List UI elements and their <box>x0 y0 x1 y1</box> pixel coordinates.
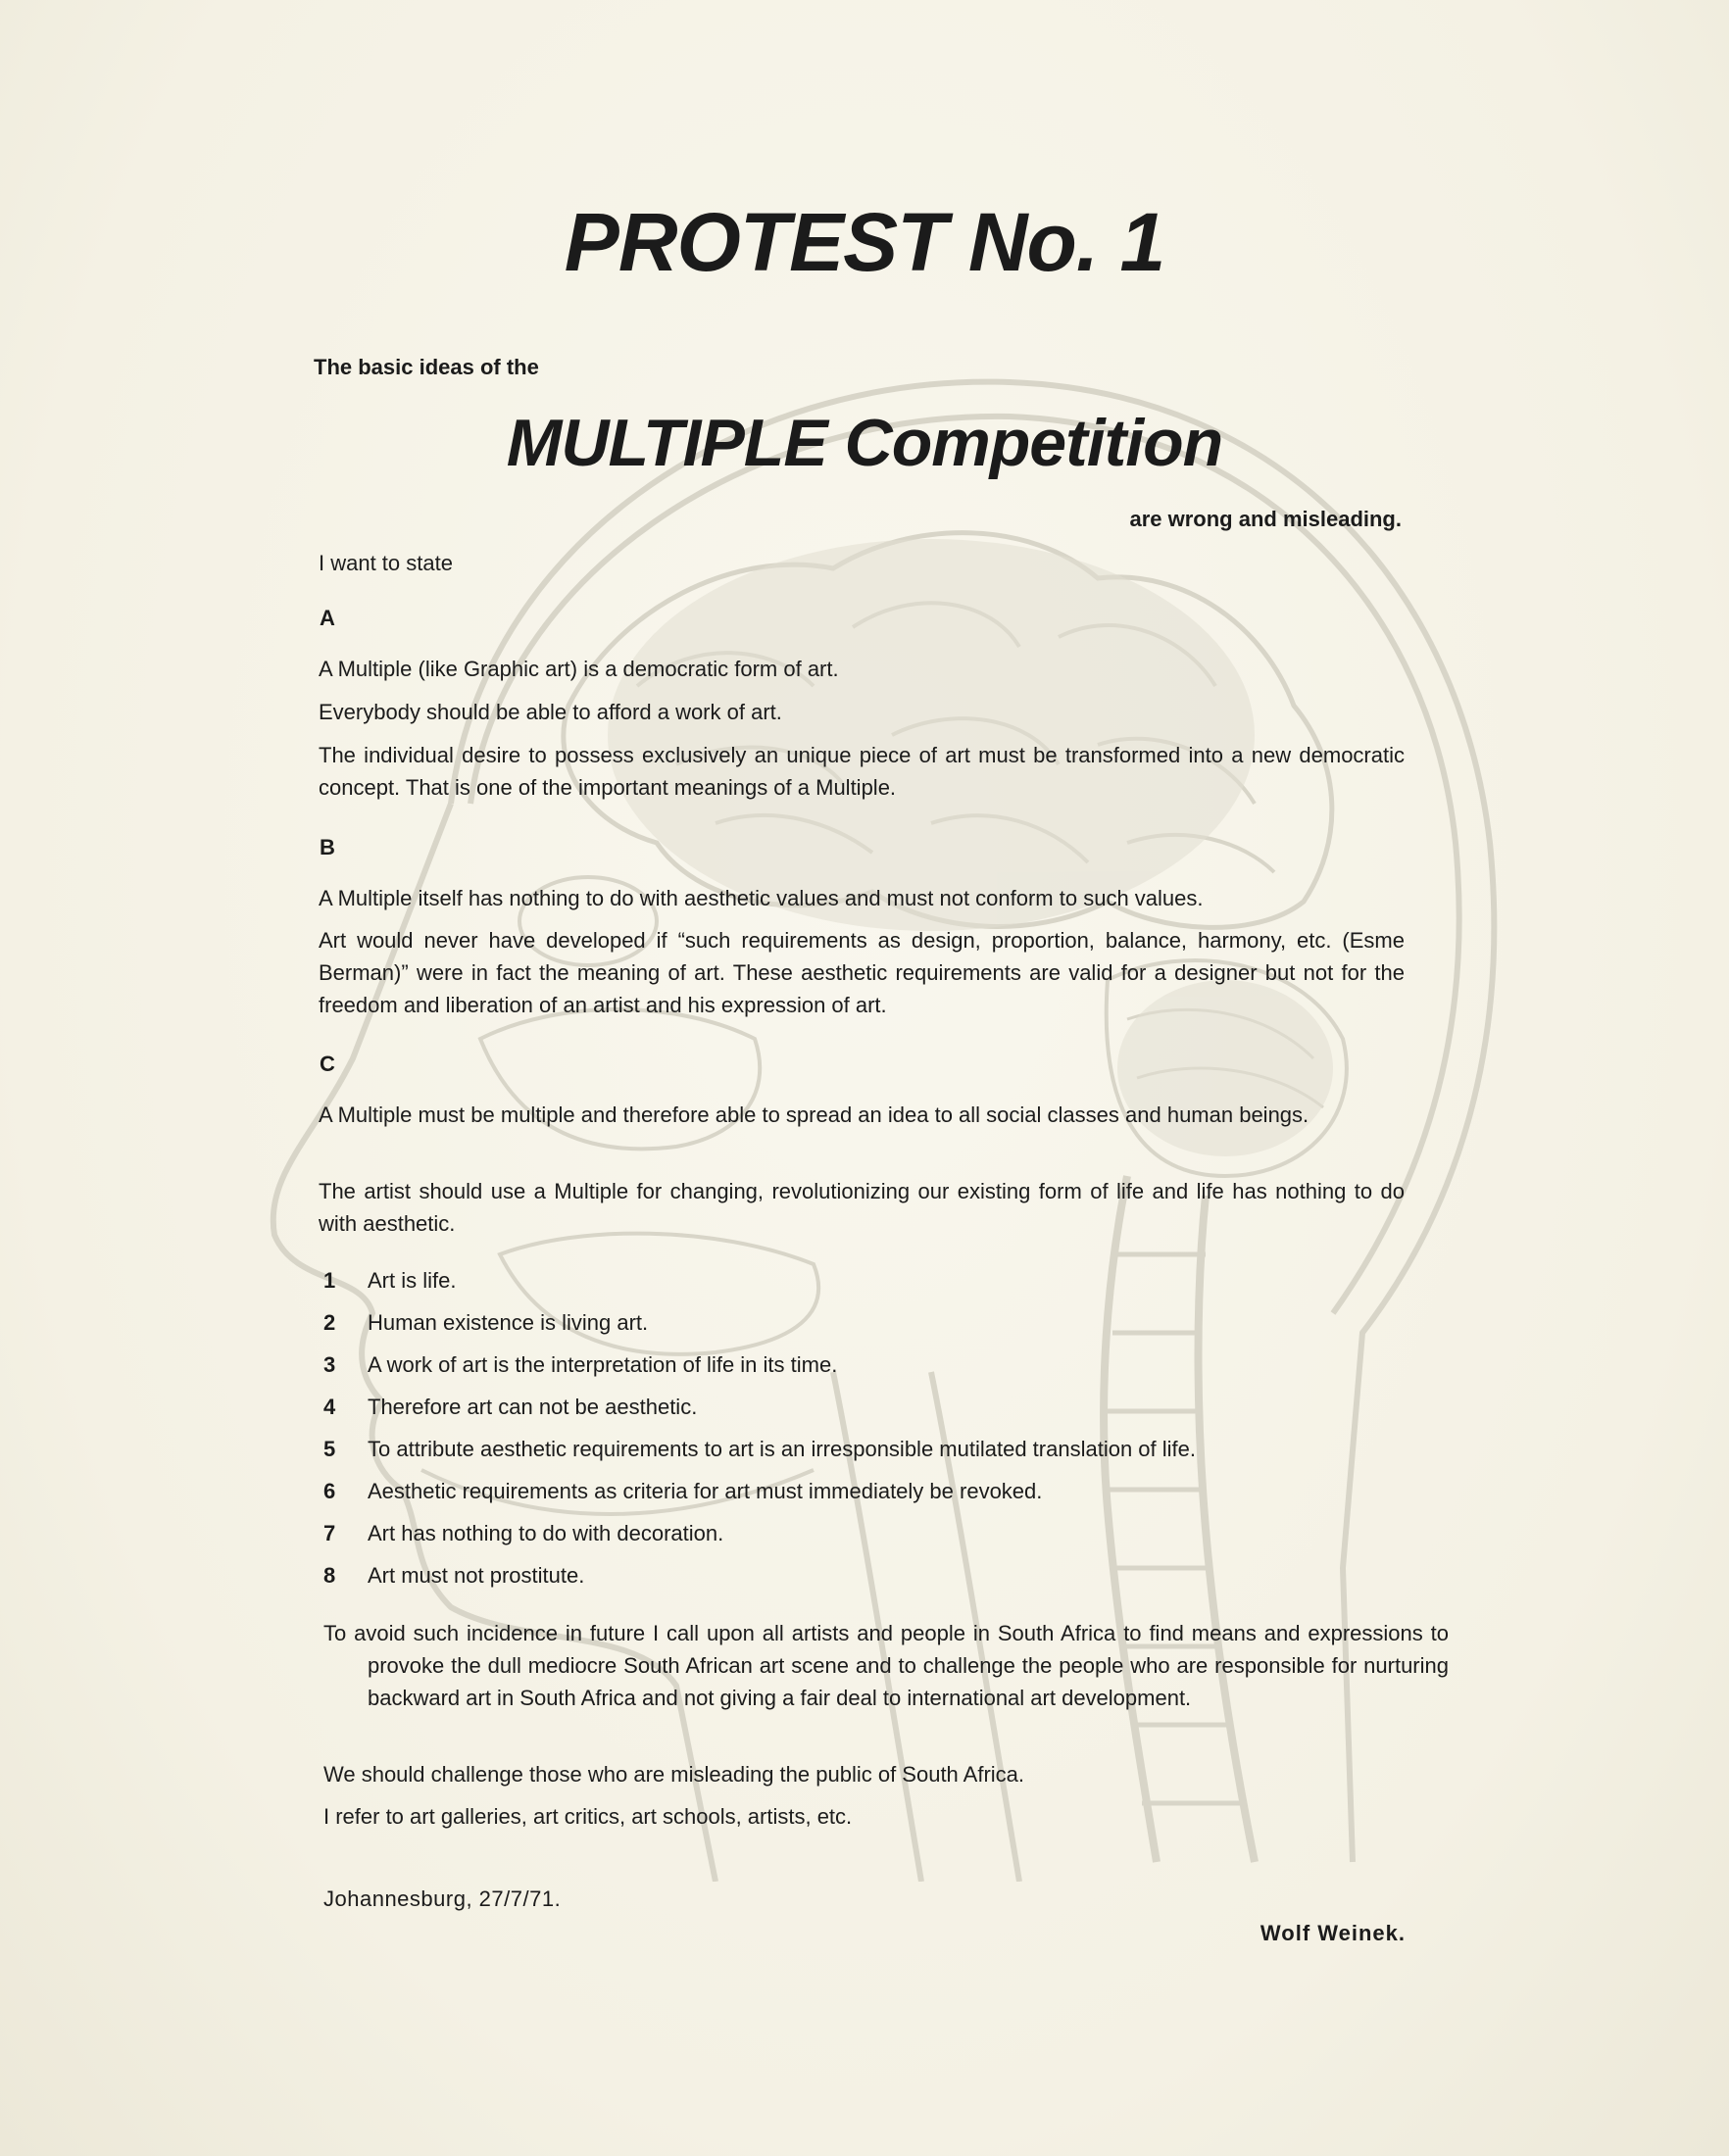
list-item-text: Art must not prostitute. <box>368 1563 585 1588</box>
tagline-text: are wrong and misleading. <box>1129 507 1402 531</box>
list-item <box>323 1559 1402 1601</box>
list-item <box>323 1306 1402 1348</box>
section-b-line-1: A Multiple itself has nothing to do with aesthetic values and must not conform to such values. <box>319 886 1204 910</box>
closing-line-2: We should challenge those who are misleading the public of South Africa. <box>323 1762 1025 1787</box>
list-item-number: 5 <box>323 1437 336 1461</box>
list-item-number: 6 <box>323 1479 336 1503</box>
list-item-text: Art has nothing to do with decoration. <box>368 1521 724 1545</box>
list-item-number: 8 <box>323 1563 336 1588</box>
kicker-text: The basic ideas of the <box>314 355 539 379</box>
list-item-number: 1 <box>323 1268 336 1293</box>
list-item <box>323 1475 1402 1517</box>
signature: Wolf Weinek. <box>1260 1921 1406 1945</box>
list-item-text: To attribute aesthetic requirements to art is an irresponsible mutilated translation of life. <box>368 1437 1196 1461</box>
document-title: PROTEST No. 1 <box>564 196 1165 288</box>
section-c-letter: C <box>320 1052 335 1076</box>
list-item <box>323 1391 1402 1433</box>
closing-paragraph: To avoid such incidence in future I call upon all artists and people in South Africa to find means and expressions to provoke the dull mediocre South African art scene and to challenge the people who are responsible for nurturing backward art in South Africa and not giving a fair deal to international art development. <box>323 1621 1449 1710</box>
list-item-number: 3 <box>323 1352 336 1377</box>
list-item <box>323 1433 1402 1475</box>
list-item-text: Therefore art can not be aesthetic. <box>368 1395 698 1419</box>
section-a-line-1: A Multiple (like Graphic art) is a democratic form of art. <box>319 657 839 681</box>
competition-heading: MULTIPLE Competition <box>506 406 1223 480</box>
intro-text: I want to state <box>319 551 453 575</box>
list-item-number: 2 <box>323 1310 336 1335</box>
numbered-list <box>323 1264 1402 1601</box>
list-item-text: Human existence is living art. <box>368 1310 649 1335</box>
section-c-line-1: A Multiple must be multiple and therefore able to spread an idea to all social classes and human beings. <box>319 1102 1309 1127</box>
closing-line-3: I refer to art galleries, art critics, art schools, artists, etc. <box>323 1804 853 1829</box>
list-item <box>323 1264 1402 1306</box>
section-b-line-2: Art would never have developed if “such requirements as design, proportion, balance, harmony, etc. (Esme Berman)” were in fact the meaning of art. These aesthetic requirements are valid for a designer but not for the freedom and liberation of an artist and his expression of art. <box>319 928 1405 1017</box>
section-a-line-3: The individual desire to possess exclusively an unique piece of art must be transformed into a new democratic concept. That is one of the important meanings of a Multiple. <box>319 743 1405 800</box>
list-item-number: 4 <box>323 1395 336 1419</box>
list-item <box>323 1348 1402 1391</box>
list-item-text: Aesthetic requirements as criteria for art must immediately be revoked. <box>368 1479 1043 1503</box>
place-date: Johannesburg, 27/7/71. <box>323 1886 562 1911</box>
section-c-line-2: The artist should use a Multiple for changing, revolutionizing our existing form of life and life has nothing to do with aesthetic. <box>319 1179 1405 1236</box>
list-item-number: 7 <box>323 1521 336 1545</box>
list-item-text: A work of art is the interpretation of life in its time. <box>368 1352 838 1377</box>
section-a-line-2: Everybody should be able to afford a work of art. <box>319 700 782 724</box>
list-item-text: Art is life. <box>368 1268 457 1293</box>
section-b-letter: B <box>320 835 335 859</box>
list-item <box>323 1517 1402 1559</box>
section-a-letter: A <box>320 606 335 630</box>
